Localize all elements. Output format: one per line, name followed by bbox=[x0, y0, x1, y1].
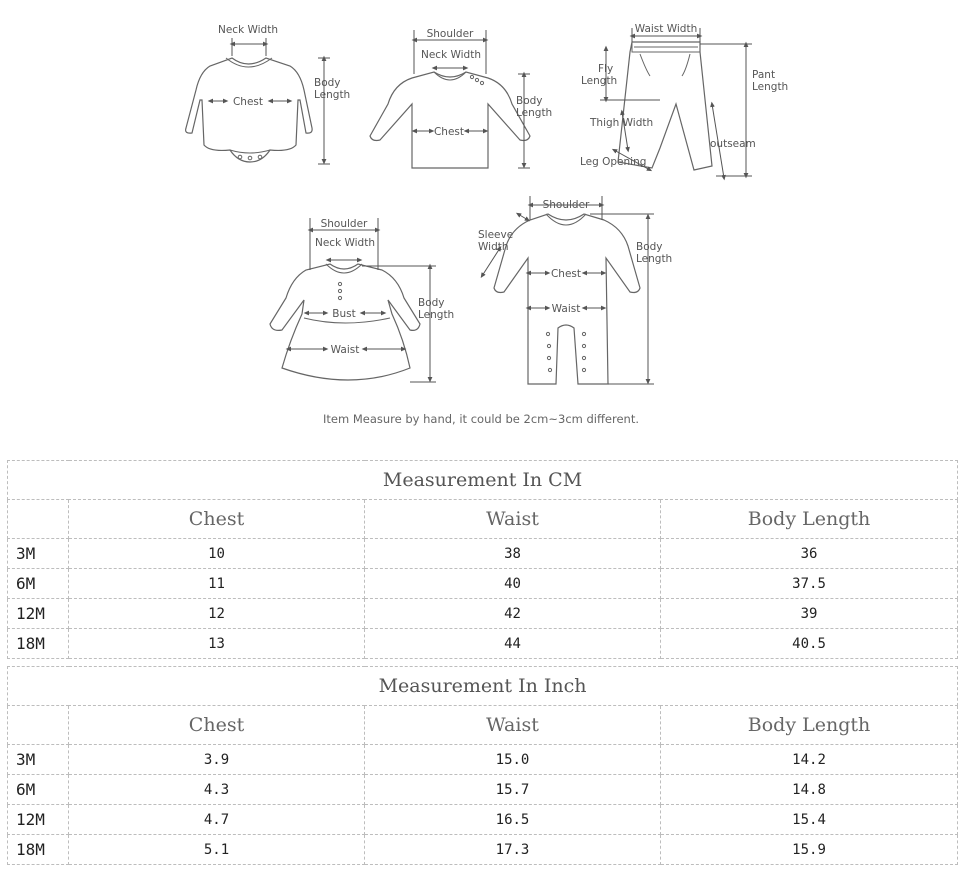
label-chest: Chest bbox=[433, 126, 465, 138]
label-chest: Chest bbox=[550, 268, 582, 280]
value-cell: 17.3 bbox=[365, 835, 661, 865]
size-label: 6M bbox=[8, 569, 69, 599]
label-neck-width: Neck Width bbox=[314, 237, 376, 249]
label-pant-length: Length bbox=[752, 81, 789, 93]
header-waist: Waist bbox=[365, 706, 661, 745]
value-cell: 4.7 bbox=[69, 805, 365, 835]
value-cell: 16.5 bbox=[365, 805, 661, 835]
size-label: 3M bbox=[8, 745, 69, 775]
jumpsuit-diagram bbox=[478, 196, 672, 384]
table-row bbox=[8, 599, 958, 629]
label-length: Length bbox=[418, 309, 455, 321]
label-waist: Waist bbox=[330, 344, 360, 356]
label-shoulder: Shoulder bbox=[426, 28, 474, 40]
value-cell: 3.9 bbox=[69, 745, 365, 775]
value-cell: 11 bbox=[69, 569, 365, 599]
pants-diagram bbox=[580, 23, 788, 178]
value-cell: 15.9 bbox=[661, 835, 958, 865]
label-length: Length bbox=[314, 89, 351, 101]
label-pant: Pant bbox=[752, 69, 776, 81]
bodysuit-diagram bbox=[186, 24, 351, 164]
table-row bbox=[8, 539, 958, 569]
value-cell: 13 bbox=[69, 629, 365, 659]
size-label: 18M bbox=[8, 629, 69, 659]
label-length: Length bbox=[636, 253, 673, 265]
value-cell: 4.3 bbox=[69, 775, 365, 805]
label-waist: Waist bbox=[551, 303, 581, 315]
measurement-note: Item Measure by hand, it could be 2cm~3cm different. bbox=[322, 412, 640, 426]
header-body-length: Body Length bbox=[661, 500, 958, 539]
label-bust: Bust bbox=[332, 308, 356, 320]
label-chest: Chest bbox=[232, 96, 264, 108]
label-waist-width: Waist Width bbox=[634, 23, 698, 35]
label-length: Length bbox=[516, 107, 553, 119]
value-cell: 39 bbox=[661, 599, 958, 629]
label-sleeve-width: Width bbox=[478, 241, 509, 253]
header-chest: Chest bbox=[69, 706, 365, 745]
header-body-length: Body Length bbox=[661, 706, 958, 745]
value-cell: 37.5 bbox=[661, 569, 958, 599]
shirt-diagram bbox=[370, 28, 552, 168]
value-cell: 5.1 bbox=[69, 835, 365, 865]
table-title: Measurement In Inch bbox=[8, 667, 958, 706]
label-neck-width: Neck Width bbox=[217, 24, 279, 36]
size-label: 12M bbox=[8, 805, 69, 835]
label-shoulder: Shoulder bbox=[542, 199, 590, 211]
inch-size-table bbox=[7, 666, 958, 865]
value-cell: 40.5 bbox=[661, 629, 958, 659]
table-row bbox=[8, 569, 958, 599]
label-sleeve: Sleeve bbox=[478, 229, 514, 241]
value-cell: 10 bbox=[69, 539, 365, 569]
value-cell: 38 bbox=[365, 539, 661, 569]
value-cell: 40 bbox=[365, 569, 661, 599]
label-body: Body bbox=[636, 241, 663, 253]
header-chest: Chest bbox=[69, 500, 365, 539]
label-body: Body bbox=[516, 95, 543, 107]
value-cell: 14.2 bbox=[661, 745, 958, 775]
size-label: 3M bbox=[8, 539, 69, 569]
value-cell: 12 bbox=[69, 599, 365, 629]
value-cell: 15.0 bbox=[365, 745, 661, 775]
table-row bbox=[8, 775, 958, 805]
table-row bbox=[8, 805, 958, 835]
value-cell: 44 bbox=[365, 629, 661, 659]
corner-cell bbox=[8, 706, 69, 745]
label-fly-length: Length bbox=[581, 75, 618, 87]
value-cell: 36 bbox=[661, 539, 958, 569]
label-fly: Fly bbox=[598, 63, 614, 75]
value-cell: 15.4 bbox=[661, 805, 958, 835]
cm-size-table bbox=[7, 460, 958, 659]
size-label: 18M bbox=[8, 835, 69, 865]
label-leg-opening: Leg Opening bbox=[580, 156, 647, 168]
label-thigh-width: Thigh Width bbox=[590, 117, 654, 129]
corner-cell bbox=[8, 500, 69, 539]
size-label: 12M bbox=[8, 599, 69, 629]
table-row bbox=[8, 629, 958, 659]
table-title: Measurement In CM bbox=[8, 461, 958, 500]
label-outseam: outseam bbox=[710, 138, 756, 150]
label-body: Body bbox=[418, 297, 445, 309]
header-waist: Waist bbox=[365, 500, 661, 539]
label-neck-width: Neck Width bbox=[420, 49, 482, 61]
dress-diagram bbox=[270, 218, 454, 382]
size-label: 6M bbox=[8, 775, 69, 805]
table-row bbox=[8, 745, 958, 775]
label-shoulder: Shoulder bbox=[320, 218, 368, 230]
value-cell: 14.8 bbox=[661, 775, 958, 805]
value-cell: 42 bbox=[365, 599, 661, 629]
value-cell: 15.7 bbox=[365, 775, 661, 805]
label-body: Body bbox=[314, 77, 341, 89]
table-row bbox=[8, 835, 958, 865]
